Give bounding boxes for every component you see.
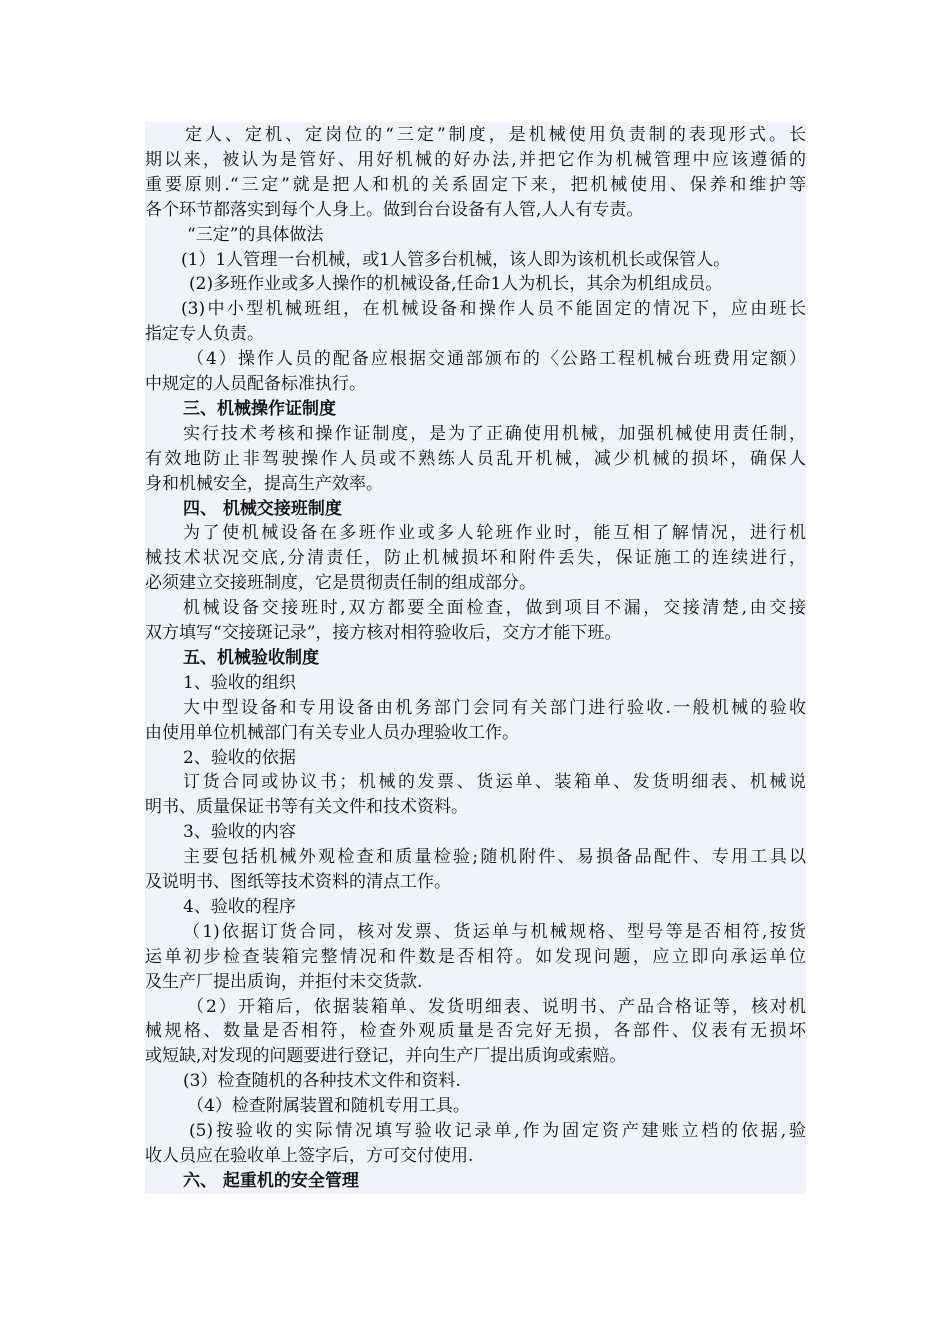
- section-heading: 三、机械操作证制度: [183, 398, 336, 419]
- paragraph-line: “三定”的具体做法: [187, 224, 324, 245]
- paragraph-line: (2)多班作业或多人操作的机械设备,任命1人为机长，其余为机组成员。: [189, 274, 723, 295]
- paragraph-line: 械技术状况交底,分清责任，防止机械损坏和附件丢失，保证施工的连续进行，: [145, 548, 806, 569]
- paragraph-line: 或短缺,对发现的问题要进行登记，并向生产厂提出质询或索赔。: [145, 1046, 627, 1067]
- paragraph-line: 及说明书、图纸等技术资料的清点工作。: [145, 872, 451, 892]
- paragraph-line: 主要包括机械外观检查和质量检验;随机附件、易损备品配件、专用工具以: [183, 847, 806, 868]
- paragraph-line: 有效地防止非驾驶操作人员或不熟练人员乱开机械，减少机械的损坏，确保人: [145, 448, 806, 469]
- section-heading: 六、 起重机的安全管理: [183, 1170, 359, 1191]
- paragraph-line: 双方填写“交接斑记录”，接方核对相符验收后，交方才能下班。: [145, 623, 622, 643]
- paragraph-line: (1）1人管理一台机械，或1人管多台机械，该人即为该机机长或保管人。: [181, 249, 731, 270]
- paragraph-line: (5)按验收的实际情况填写验收记录单,作为固定资产建账立档的依据,验: [189, 1121, 806, 1141]
- paragraph-line: 期以来，被认为是管好、用好机械的好办法,并把它作为机械管理中应该遵循的: [145, 149, 806, 170]
- paragraph-line: 中规定的人员配备标准执行。: [145, 374, 366, 394]
- paragraph-line: 运单初步检查装箱完整情况和件数是否相符。如发现问题，应立即向承运单位: [145, 946, 806, 967]
- paragraph-line: 1、验收的组织: [183, 672, 296, 693]
- paragraph-line: 3、验收的内容: [183, 822, 296, 843]
- paragraph-line: 械规格、数量是否相符，检查外观质量是否完好无损，各部件、仪表有无损坏: [145, 1021, 806, 1042]
- paragraph-line: 身和机械安全，提高生产效率。: [145, 473, 383, 494]
- paragraph-line: （4）操作人员的配备应根据交通部颁布的〈公路工程机械台班费用定额）: [187, 349, 806, 370]
- paragraph-line: 必须建立交接班制度，它是贯彻责任制的组成部分。: [145, 573, 536, 594]
- paragraph-line: 定人、定机、定岗位的“三定”制度，是机械使用负责制的表现形式。长: [185, 125, 806, 145]
- paragraph-line: 4、验收的程序: [183, 896, 296, 917]
- section-heading: 五、机械验收制度: [183, 647, 319, 668]
- paragraph-line: 明书、质量保证书等有关文件和技术资料。: [145, 797, 468, 818]
- paragraph-line: （4）检查附属装置和随机专用工具。: [187, 1096, 470, 1117]
- paragraph-line: 机械设备交接班时,双方都要全面检查，做到项目不漏，交接清楚,由交接: [183, 598, 806, 619]
- paragraph-line: 由使用单位机械部门有关专业人员办理验收工作。: [145, 722, 519, 743]
- paragraph-line: (3)中小型机械班组，在机械设备和操作人员不能固定的情况下，应由班长: [181, 299, 806, 320]
- paragraph-line: （2）开箱后，依据装箱单、发货明细表、说明书、产品合格证等，核对机: [187, 996, 806, 1017]
- paragraph-line: (3）检查随机的各种技术文件和资料.: [183, 1071, 461, 1092]
- paragraph-line: 2、验收的依据: [183, 747, 296, 768]
- paragraph-line: 实行技术考核和操作证制度，是为了正确使用机械，加强机械使用责任制，: [183, 423, 806, 444]
- paragraph-line: 订货合同或协议书；机械的发票、货运单、装箱单、发货明细表、机械说: [183, 772, 806, 793]
- paragraph-line: 重要原则.“三定”就是把人和机的关系固定下来，把机械使用、保养和维护等: [145, 174, 806, 195]
- paragraph-line: 大中型设备和专用设备由机务部门会同有关部门进行验收.一般机械的验收: [183, 697, 806, 718]
- paragraph-line: 指定专人负责。: [145, 324, 264, 345]
- section-heading: 四、 机械交接班制度: [183, 498, 342, 519]
- paragraph-line: （1)依据订货合同，核对发票、货运单与机械规格、型号等是否相符,按货: [183, 921, 806, 942]
- paragraph-line: 收人员应在验收单上签字后，方可交付使用.: [145, 1145, 474, 1166]
- paragraph-line: 及生产厂提出质询，并拒付未交货款.: [145, 971, 423, 992]
- paragraph-line: 为了使机械设备在多班作业或多人轮班作业时，能互相了解情况，进行机: [183, 523, 806, 544]
- paragraph-line: 各个环节都落实到每个人身上。做到台台设备有人管,人人有专责。: [145, 199, 644, 220]
